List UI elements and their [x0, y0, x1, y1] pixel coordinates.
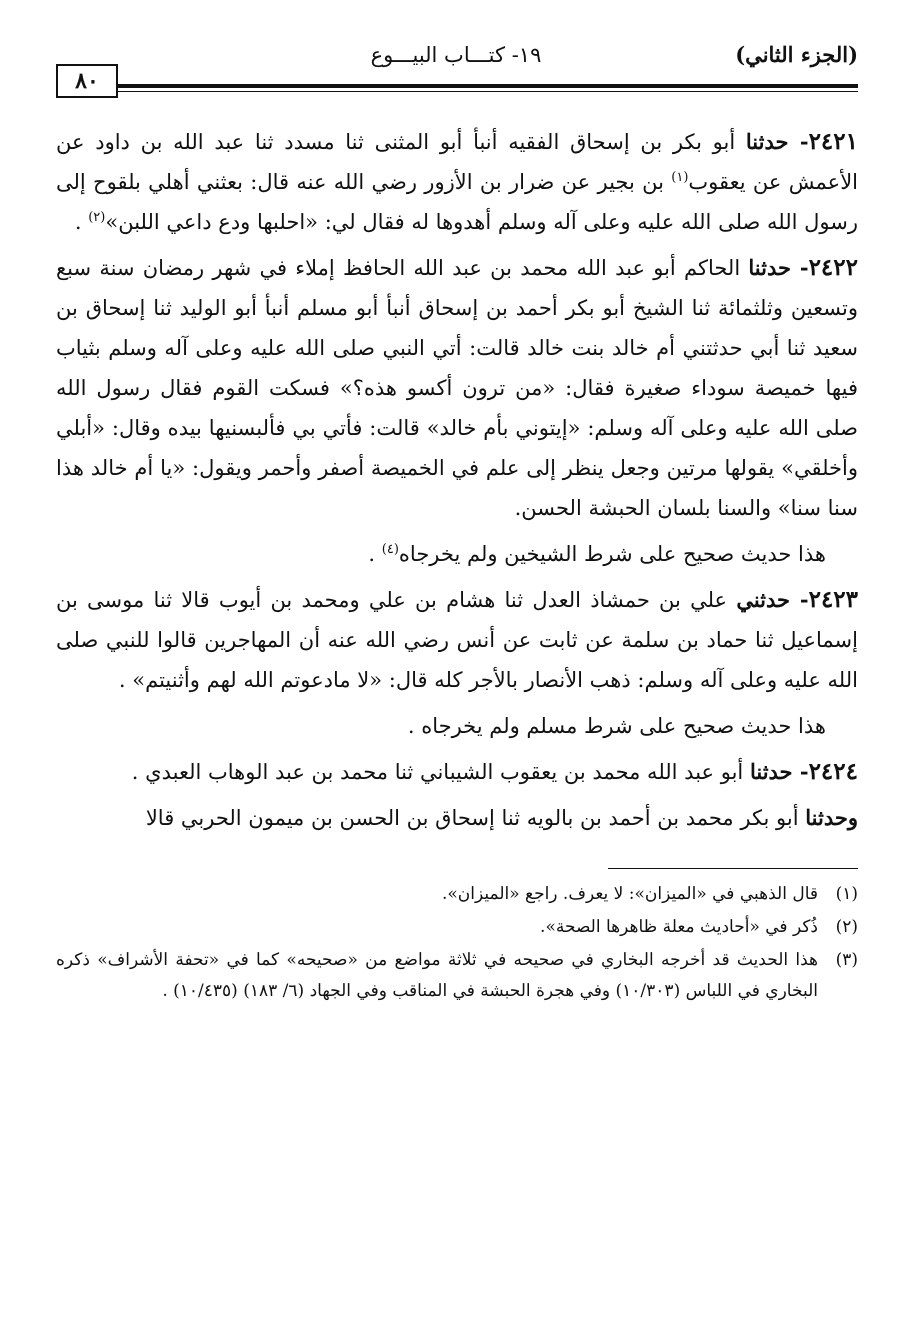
hadith-text: أبو بكر بن إسحاق الفقيه أنبأ أبو المثنى ثنا مسدد ثنا عبد الله بن داود عن الأعمش عن يعقوب	[56, 130, 858, 194]
header-rule-thin	[116, 91, 858, 92]
page-header	[56, 36, 858, 94]
hadith-lead: - حدثنا	[745, 129, 809, 154]
footnote-text: قال الذهبي في «الميزان»: لا يعرف. راجع «الميزان».	[441, 884, 818, 904]
footnote-ref-4: (٤)	[381, 542, 399, 557]
footnote-mark: (١)	[835, 884, 858, 904]
part-label: (الجزء الثاني)	[735, 42, 858, 67]
hadith-2421	[56, 122, 858, 242]
continuation-text: أبو بكر محمد بن أحمد بن بالويه ثنا إسحاق بن الحسن بن ميمون الحربي قالا	[145, 806, 806, 830]
header-rule-thick	[116, 84, 858, 88]
continuation-lead: وحدثنا	[805, 805, 858, 830]
footnote-ref-2: (٢)	[88, 210, 106, 225]
page-number: ٨٠	[56, 64, 118, 98]
hadith-2424	[56, 752, 858, 792]
document-page	[56, 36, 858, 1306]
hadith-number: ٢٤٢٤	[808, 758, 858, 785]
chapter-title: ١٩- كتـــاب البيـــوع	[370, 43, 542, 67]
verdict-end: .	[368, 542, 382, 566]
body-text	[56, 122, 858, 838]
hadith-lead: - حدثنا	[748, 255, 809, 280]
hadith-number: ٢٤٢٢	[808, 254, 858, 281]
footnote-text: ذُكر في «أحاديث معلة ظاهرها الصحة».	[540, 917, 818, 937]
hadith-2424-continuation	[56, 798, 858, 838]
hadith-2422-verdict	[56, 534, 858, 574]
hadith-text: أبو عبد الله محمد بن يعقوب الشيباني ثنا محمد بن عبد الوهاب العبدي .	[131, 760, 750, 784]
hadith-text: علي بن حمشاذ العدل ثنا هشام بن علي ومحمد بن أيوب قالا ثنا موسى بن إسماعيل ثنا حماد بن سلمة عن ثابت عن أنس رضي الله عنه أن المهاجرين قالوا للنبي صلى الله عليه وعلى آله وسلم: ذهب الأنصار بالأجر كله قال: «لا مادعوتم الله لهم وأثنيتم» .	[56, 588, 858, 692]
hadith-number: ٢٤٢٣	[808, 586, 859, 613]
hadith-2423-verdict	[56, 706, 858, 746]
hadith-lead: - حدثنا	[749, 759, 809, 784]
verdict-text: هذا حديث صحيح على شرط مسلم ولم يخرجاه .	[407, 714, 826, 738]
footnote-text: هذا الحديث قد أخرجه البخاري في صحيحه في ثلاثة مواضع من «صحيحه» كما في «تحفة الأشراف» ذكره البخاري في اللباس (١٠/٣٠٣) وفي هجرة الحبشة في المناقب وفي الجهاد (٦/ ١٨٣) (١٠/٤٣٥) .	[56, 950, 818, 1001]
verdict-text: هذا حديث صحيح على شرط الشيخين ولم يخرجاه	[398, 542, 826, 566]
hadith-2423	[56, 580, 858, 700]
hadith-2422	[56, 248, 858, 528]
footnote-mark: (٣)	[835, 950, 858, 970]
footnote-ref-1: (١)	[671, 170, 689, 185]
hadith-text-end: .	[74, 210, 89, 234]
footnotes	[56, 879, 858, 1007]
footnote-1	[56, 879, 858, 910]
hadith-lead: - حدثني	[736, 587, 809, 612]
footnote-separator	[608, 868, 858, 869]
hadith-text-cont: بن بجير عن ضرار بن الأزور رضي الله عنه قال: بعثني أهلي بلقوح إلى رسول الله صلى الله عليه وعلى آله وسلم أهدوها له فقال لي: «احلبها ودع داعي اللبن»	[56, 170, 858, 234]
footnote-3	[56, 945, 858, 1007]
footnote-mark: (٢)	[835, 917, 858, 937]
hadith-number: ٢٤٢١	[808, 128, 858, 155]
hadith-text: الحاكم أبو عبد الله محمد بن عبد الله الحافظ إملاء في شهر رمضان سنة سبع وتسعين وثلثمائة ثنا الشيخ أبو بكر أحمد بن إسحاق أنبأ أبو مسلم أنبأ أبو الوليد ثنا إسحاق بن سعيد ثنا أبي حدثتني أم خالد بنت خالد قالت: أتي النبي صلى الله عليه وعلى آله وسلم بثياب فيها خميصة سوداء صغيرة فقال: «من ترون أكسو هذه؟» فسكت القوم فقال رسول الله صلى الله عليه وعلى آله وسلم: «إيتوني بأم خالد» قالت: فأتي بي فألبسنيها بيده وقال: «أبلي وأخلقي» يقولها مرتين وجعل ينظر إلى علم في الخميصة أصفر وأحمر ويقول: «يا أم خالد هذا سنا سنا» والسنا بلسان الحبشة الحسن.	[56, 256, 858, 520]
footnote-2	[56, 912, 858, 943]
